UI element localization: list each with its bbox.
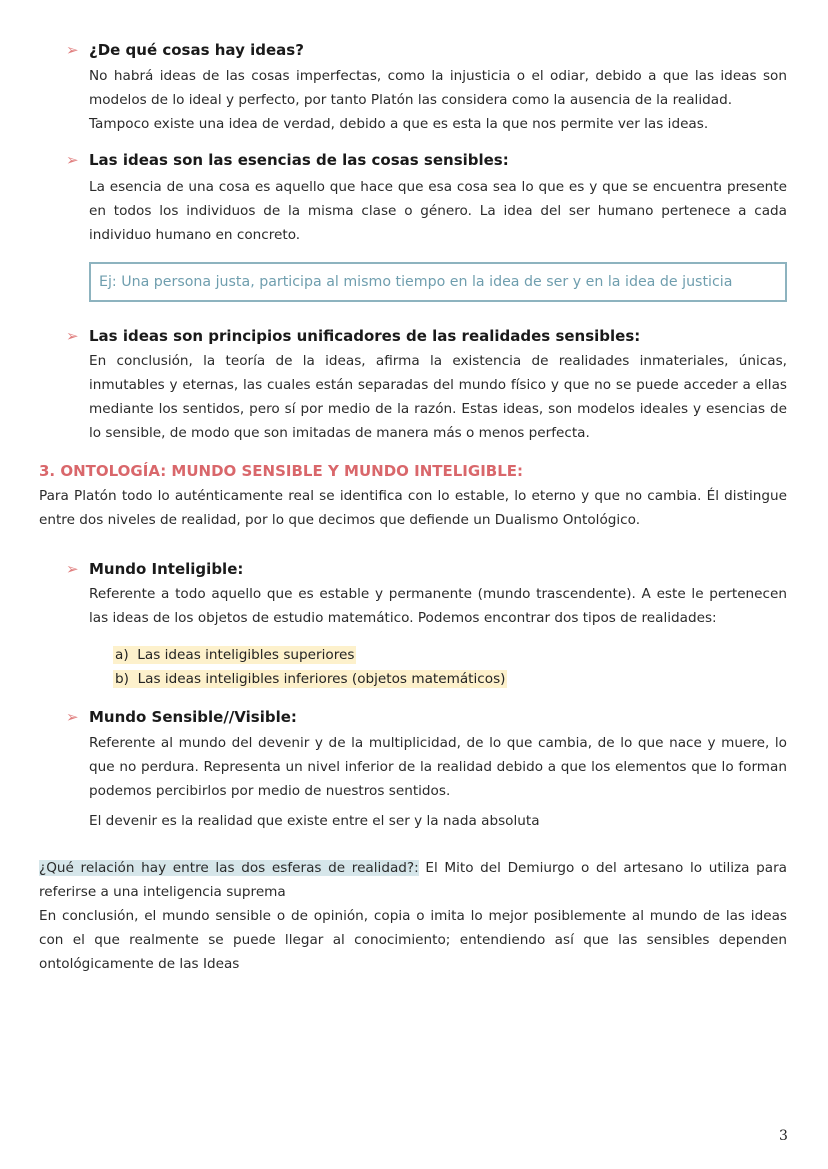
paragraph: No habrá ideas de las cosas imperfectas, como la injusticia o el odiar, debido a que las ideas son modelos de lo ideal y perfecto, por tanto Platón las considera como la ausencia de la realidad. <box>89 68 787 108</box>
conclusion-paragraph: En conclusión, el mundo sensible o de opinión, copia o imita lo mejor posiblemente al mundo de las ideas con el que realmente se puede llegar al conocimiento; entendiendo así que las sensibles dependen ontológicamente de las Ideas <box>39 908 787 972</box>
heading-mundo-sensible: Mundo Sensible//Visible: <box>89 708 297 726</box>
list-marker: a) <box>115 647 129 663</box>
heading-esencias: Las ideas son las esencias de las cosas sensibles: <box>89 151 509 169</box>
list-item <box>113 667 507 691</box>
list-marker: b) <box>115 671 129 687</box>
heading-mundo-inteligible: Mundo Inteligible: <box>89 560 244 578</box>
heading-principios: Las ideas son principios unificadores de las realidades sensibles: <box>89 327 641 345</box>
paragraph: Para Platón todo lo auténticamente real se identifica con lo estable, lo eterno y que no cambia. Él distingue entre dos niveles de realidad, por lo que decimos que defiende un Dualismo Ontológico. <box>39 488 787 528</box>
example-box: Ej: Una persona justa, participa al mismo tiempo en la idea de ser y en la idea de justicia <box>89 262 787 302</box>
list-text: Las ideas inteligibles superiores <box>137 647 355 663</box>
arrow-bullet-icon: ➢ <box>66 327 79 345</box>
arrow-bullet-icon: ➢ <box>66 41 79 59</box>
list-item <box>113 643 356 667</box>
answer-text: El Mito del Demiurgo o del artesano lo utiliza para referirse a una inteligencia suprema <box>39 860 787 900</box>
heading-que-cosas: ¿De qué cosas hay ideas? <box>89 41 304 59</box>
section-title: 3. ONTOLOGÍA: MUNDO SENSIBLE Y MUNDO INTELIGIBLE: <box>39 462 524 480</box>
arrow-bullet-icon: ➢ <box>66 151 79 169</box>
paragraph: En conclusión, la teoría de la ideas, afirma la existencia de realidades inmateriales, únicas, inmutables y eternas, las cuales están separadas del mundo físico y que no se puede acceder a ellas mediante los sentidos, pero sí por medio de la razón. Estas ideas, son modelos ideales y esencias de lo sensible, de modo que son imitadas de manera más o menos perfecta. <box>89 353 787 441</box>
highlighted-question: ¿Qué relación hay entre las dos esferas de realidad?: <box>39 860 419 876</box>
arrow-bullet-icon: ➢ <box>66 560 79 578</box>
paragraph: Referente al mundo del devenir y de la multiplicidad, de lo que cambia, de lo que nace y muere, lo que no perdura. Representa un nivel inferior de la realidad debido a que los elementos que lo forman podemos percibirlos por medio de nuestros sentidos. <box>89 735 787 799</box>
paragraph: El devenir es la realidad que existe entre el ser y la nada absoluta <box>89 813 540 829</box>
paragraph: Referente a todo aquello que es estable y permanente (mundo trascendente). A este le pertenecen las ideas de los objetos de estudio matemático. Podemos encontrar dos tipos de realidades: <box>89 586 787 626</box>
page-number: 3 <box>779 1128 788 1144</box>
paragraph: La esencia de una cosa es aquello que hace que esa cosa sea lo que es y que se encuentra presente en todos los individuos de la misma clase o género. La idea del ser humano pertenece a cada individuo humano en concreto. <box>89 179 787 243</box>
list-text: Las ideas inteligibles inferiores (objetos matemáticos) <box>137 671 506 687</box>
arrow-bullet-icon: ➢ <box>66 708 79 726</box>
paragraph: Tampoco existe una idea de verdad, debido a que es esta la que nos permite ver las ideas. <box>89 116 709 132</box>
question-paragraph <box>39 856 787 904</box>
